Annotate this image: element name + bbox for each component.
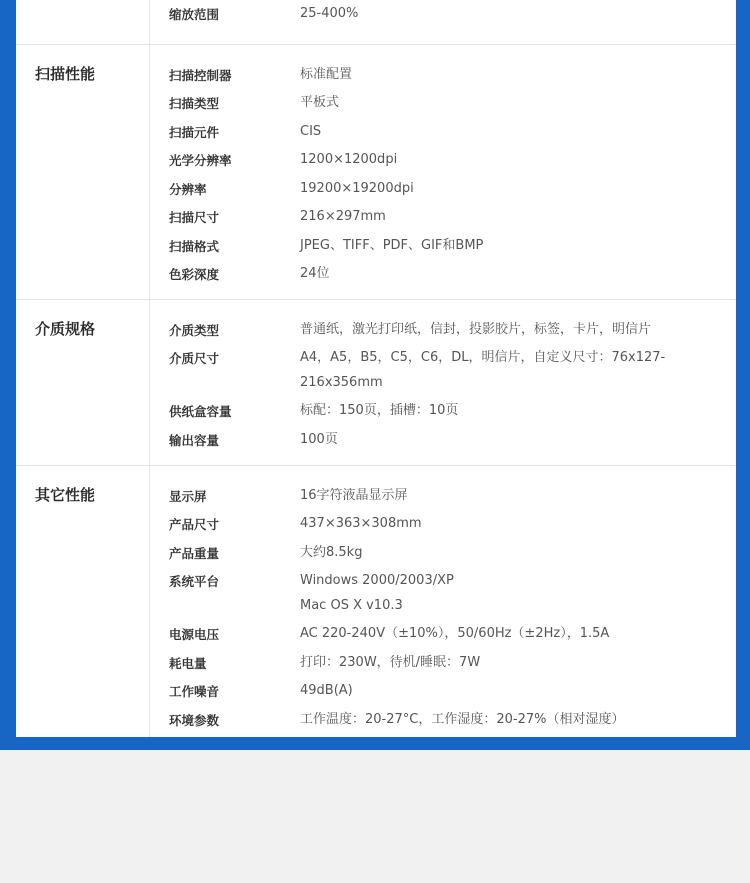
spec-value: 49dB(A) xyxy=(300,683,353,698)
spec-key: 介质类型 xyxy=(169,323,220,338)
spec-key: 扫描格式 xyxy=(169,239,220,254)
spec-key: 缩放范围 xyxy=(169,7,220,22)
section-title: 扫描性能 xyxy=(35,65,96,83)
spec-value: 16字符液晶显示屏 xyxy=(300,488,408,503)
spec-key: 扫描控制器 xyxy=(169,68,232,83)
spec-table xyxy=(16,0,736,737)
spec-value: JPEG、TIFF、PDF、GIF和BMP xyxy=(300,238,484,253)
spec-value: 标配：150页，插槽：10页 xyxy=(300,403,459,418)
spec-value: 100页 xyxy=(300,432,338,447)
spec-value-line: A4，A5，B5，C5，C6，DL，明信片，自定义尺寸：76x127- xyxy=(300,350,666,365)
spec-section-media xyxy=(16,299,736,466)
spec-value: 1200×1200dpi xyxy=(300,152,398,167)
spec-section-zoom xyxy=(16,0,736,44)
spec-value: 25-400% xyxy=(300,6,359,21)
spec-key: 色彩深度 xyxy=(169,267,220,282)
spec-value-line: Mac OS X v10.3 xyxy=(300,598,403,613)
spec-value: 工作温度：20-27°C，工作湿度：20-27%（相对湿度） xyxy=(300,712,625,727)
spec-value: 216×297mm xyxy=(300,209,386,224)
spec-value: 大约8.5kg xyxy=(300,545,363,560)
spec-section-scan xyxy=(16,44,736,300)
spec-key: 产品尺寸 xyxy=(169,517,220,532)
spec-key: 光学分辨率 xyxy=(169,153,232,168)
spec-key: 显示屏 xyxy=(169,489,207,504)
spec-value: CIS xyxy=(300,124,322,139)
spec-value: 标准配置 xyxy=(300,67,353,82)
spec-key: 供纸盒容量 xyxy=(169,404,232,419)
spec-value: 24位 xyxy=(300,266,330,281)
spec-key: 输出容量 xyxy=(169,433,220,448)
spec-value: 平板式 xyxy=(300,95,340,110)
section-title: 介质规格 xyxy=(35,320,96,338)
spec-value: AC 220-240V（±10%），50/60Hz（±2Hz），1.5A xyxy=(300,626,610,641)
spec-key: 介质尺寸 xyxy=(169,351,220,366)
spec-key: 耗电量 xyxy=(169,656,207,671)
spec-value-line: Windows 2000/2003/XP xyxy=(300,573,454,588)
spec-section-other xyxy=(16,465,736,737)
spec-value xyxy=(300,568,720,618)
spec-value: 19200×19200dpi xyxy=(300,181,414,196)
spec-key: 环境参数 xyxy=(169,713,220,728)
spec-key: 分辨率 xyxy=(169,182,207,197)
section-title: 其它性能 xyxy=(35,486,96,504)
spec-value: 打印：230W，待机/睡眠：7W xyxy=(300,655,481,670)
spec-key: 扫描尺寸 xyxy=(169,210,220,225)
spec-key: 系统平台 xyxy=(169,574,220,589)
spec-key: 工作噪音 xyxy=(169,684,220,699)
spec-value: 普通纸，激光打印纸，信封，投影胶片，标签，卡片，明信片 xyxy=(300,322,652,337)
spec-key: 产品重量 xyxy=(169,546,220,561)
spec-key: 电源电压 xyxy=(169,627,220,642)
spec-key: 扫描元件 xyxy=(169,125,220,140)
spec-value xyxy=(300,345,720,395)
spec-value: 437×363×308mm xyxy=(300,516,422,531)
spec-key: 扫描类型 xyxy=(169,96,220,111)
spec-value-line: 216x356mm xyxy=(300,375,383,390)
